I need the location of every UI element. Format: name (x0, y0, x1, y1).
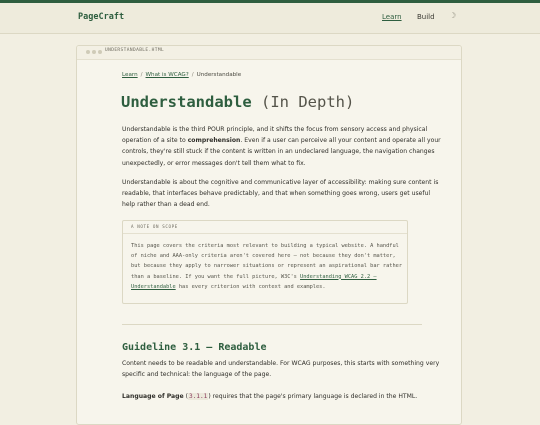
section-divider (122, 324, 422, 325)
guideline-paragraph-2: Language of Page (3.1.1) requires that the page's primary language is declared in the HTML. (122, 393, 418, 400)
brand-logo[interactable]: PageCraft (78, 12, 125, 22)
content-window (76, 45, 462, 425)
note-text: This page covers the criteria most relevant to building a typical website. A handful of niche and AAA-only criteria aren't covered here — not because they don't matter, but because they apply to narrower situations or represent an aspirational bar rather than a baseline. If you want the full picture, W3C's (131, 243, 403, 280)
window-dot-icon (98, 50, 102, 54)
page-title-suffix: (In Depth) (261, 93, 355, 111)
window-dot-icon (92, 50, 96, 54)
nav-link-learn[interactable]: Learn (382, 13, 402, 21)
guideline-heading: Guideline 3.1 — Readable (122, 342, 267, 353)
guideline-paragraph-1: Content needs to be readable and understandable. For WCAG purposes, this starts with something very specific and technical: the language of the page. (122, 360, 440, 379)
window-filename: UNDERSTANDABLE.HTML (105, 48, 165, 53)
nav-link-build[interactable]: Build (417, 13, 435, 21)
note-header (123, 221, 407, 234)
intro-text-rest: . Even if a user can perceive all your content and operate all your controls, they're still stuck if the content is written in an undeclared language, the navigation changes unexpectedly, or error messages don't tell them what to fix. (122, 137, 441, 167)
page-title (121, 93, 354, 111)
intro-paragraph-1 (122, 124, 442, 169)
breadcrumb-item-what-is-wcag[interactable]: What is WCAG? (145, 72, 189, 78)
window-titlebar (77, 46, 461, 60)
note-text-end: has every criterion with context and examples. (175, 283, 326, 290)
note-body (131, 241, 403, 292)
top-bar (0, 0, 540, 34)
breadcrumb-item-current: Understandable (196, 72, 242, 78)
note-label: A NOTE ON SCOPE (131, 224, 178, 229)
window-dot-icon (86, 50, 90, 54)
breadcrumb-separator: / (191, 72, 194, 78)
criterion-code: 3.1.1 (188, 393, 208, 400)
intro-paragraph-2: Understandable is about the cognitive and communicative layer of accessibility: making sure content is readable, that interfaces behave predictably, and that when something goes wrong, users get useful help rather than a dead end. (122, 179, 439, 209)
breadcrumb (122, 72, 241, 78)
page-title-main: Understandable (121, 93, 252, 111)
understanding-wcag-link[interactable]: Understanding WCAG 2.2 — Understandable (131, 273, 377, 290)
intro-text: Understandable is the third POUR principle, and it shifts the focus from sensory access and physical operation of a site to (122, 126, 428, 145)
criterion-name: Language of Page (122, 393, 184, 400)
intro-emphasis: comprehension (187, 137, 241, 145)
guideline-text: requires that the page's primary language is declared in the HTML. (210, 393, 418, 400)
breadcrumb-item-learn[interactable]: Learn (122, 72, 138, 78)
crescent-moon-icon[interactable]: ☽ (449, 11, 457, 20)
breadcrumb-separator: / (140, 72, 143, 78)
scope-note (122, 220, 408, 304)
